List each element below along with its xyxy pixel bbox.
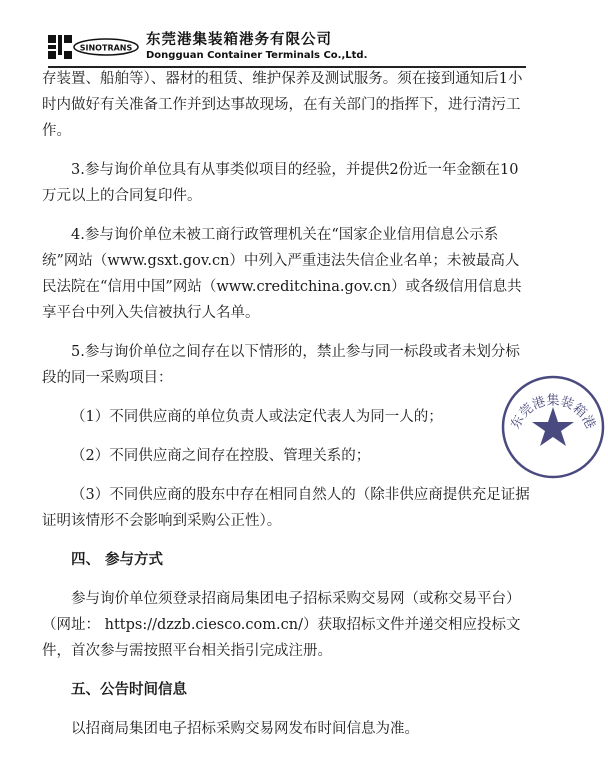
paragraph-participation: 参与询价单位须登录招商局集团电子招标采购交易网（或称交易平台）（网址： https://dzzb.ciesco.com.cn/）获取招标文件并递交相应投标文件，首次参与需按照平台相关指引完成注册。 <box>42 591 521 659</box>
sinotrans-logo <box>48 32 140 62</box>
paragraph-announcement-time: 以招商局集团电子招标采购交易网发布时间信息为准。 <box>71 721 419 737</box>
section-heading-participation: 四、 参与方式 <box>71 552 164 568</box>
paragraph-requirement-3: 3.参与询价单位具有从事类似项目的经验，并提供2份近一年金额在10万元以上的合同复印件。 <box>42 162 519 204</box>
list-item-2: （2）不同供应商之间存在控股、管理关系的； <box>71 448 371 464</box>
document-body <box>42 66 532 742</box>
paragraph-requirement-5: 5.参与询价单位之间存在以下情形的，禁止参与同一标段或者未划分标段的同一采购项目： <box>42 344 520 386</box>
company-name-en: Dongguan Container Terminals Co.,Ltd. <box>146 50 368 61</box>
paragraph-continuation: 存装置、船舶等）、器材的租赁、维护保养及测试服务。须在接到通知后1小时内做好有关准备工作并到达事故现场，在有关部门的指挥下，进行清污工作。 <box>42 71 523 139</box>
section-heading-announcement-time: 五、公告时间信息 <box>71 682 187 698</box>
company-seal <box>498 372 608 482</box>
list-item-1: （1）不同供应商的单位负责人或法定代表人为同一人的； <box>71 409 443 425</box>
company-name-cn: 东莞港集装箱港务有限公司 <box>146 32 332 48</box>
company-name <box>146 32 367 62</box>
logo-text: SINOTRANS <box>79 43 133 53</box>
list-item-3: （3）不同供应商的股东中存在相同自然人的（除非供应商提供充足证据证明该情形不会影响到采购公正性）。 <box>42 487 530 529</box>
letterhead <box>48 30 528 66</box>
seal-star-icon <box>532 407 574 446</box>
paragraph-requirement-4: 4.参与询价单位未被工商行政管理机关在“国家企业信用信息公示系统”网站（www.gsxt.gov.cn）中列入严重违法失信企业名单；未被最高人民法院在“信用中国”网站（www.creditchina.gov.cn）或各级信用信息共享平台中列入失信被执行人名单。 <box>42 227 522 321</box>
seal-text: 东莞港集装箱港 <box>508 393 598 432</box>
